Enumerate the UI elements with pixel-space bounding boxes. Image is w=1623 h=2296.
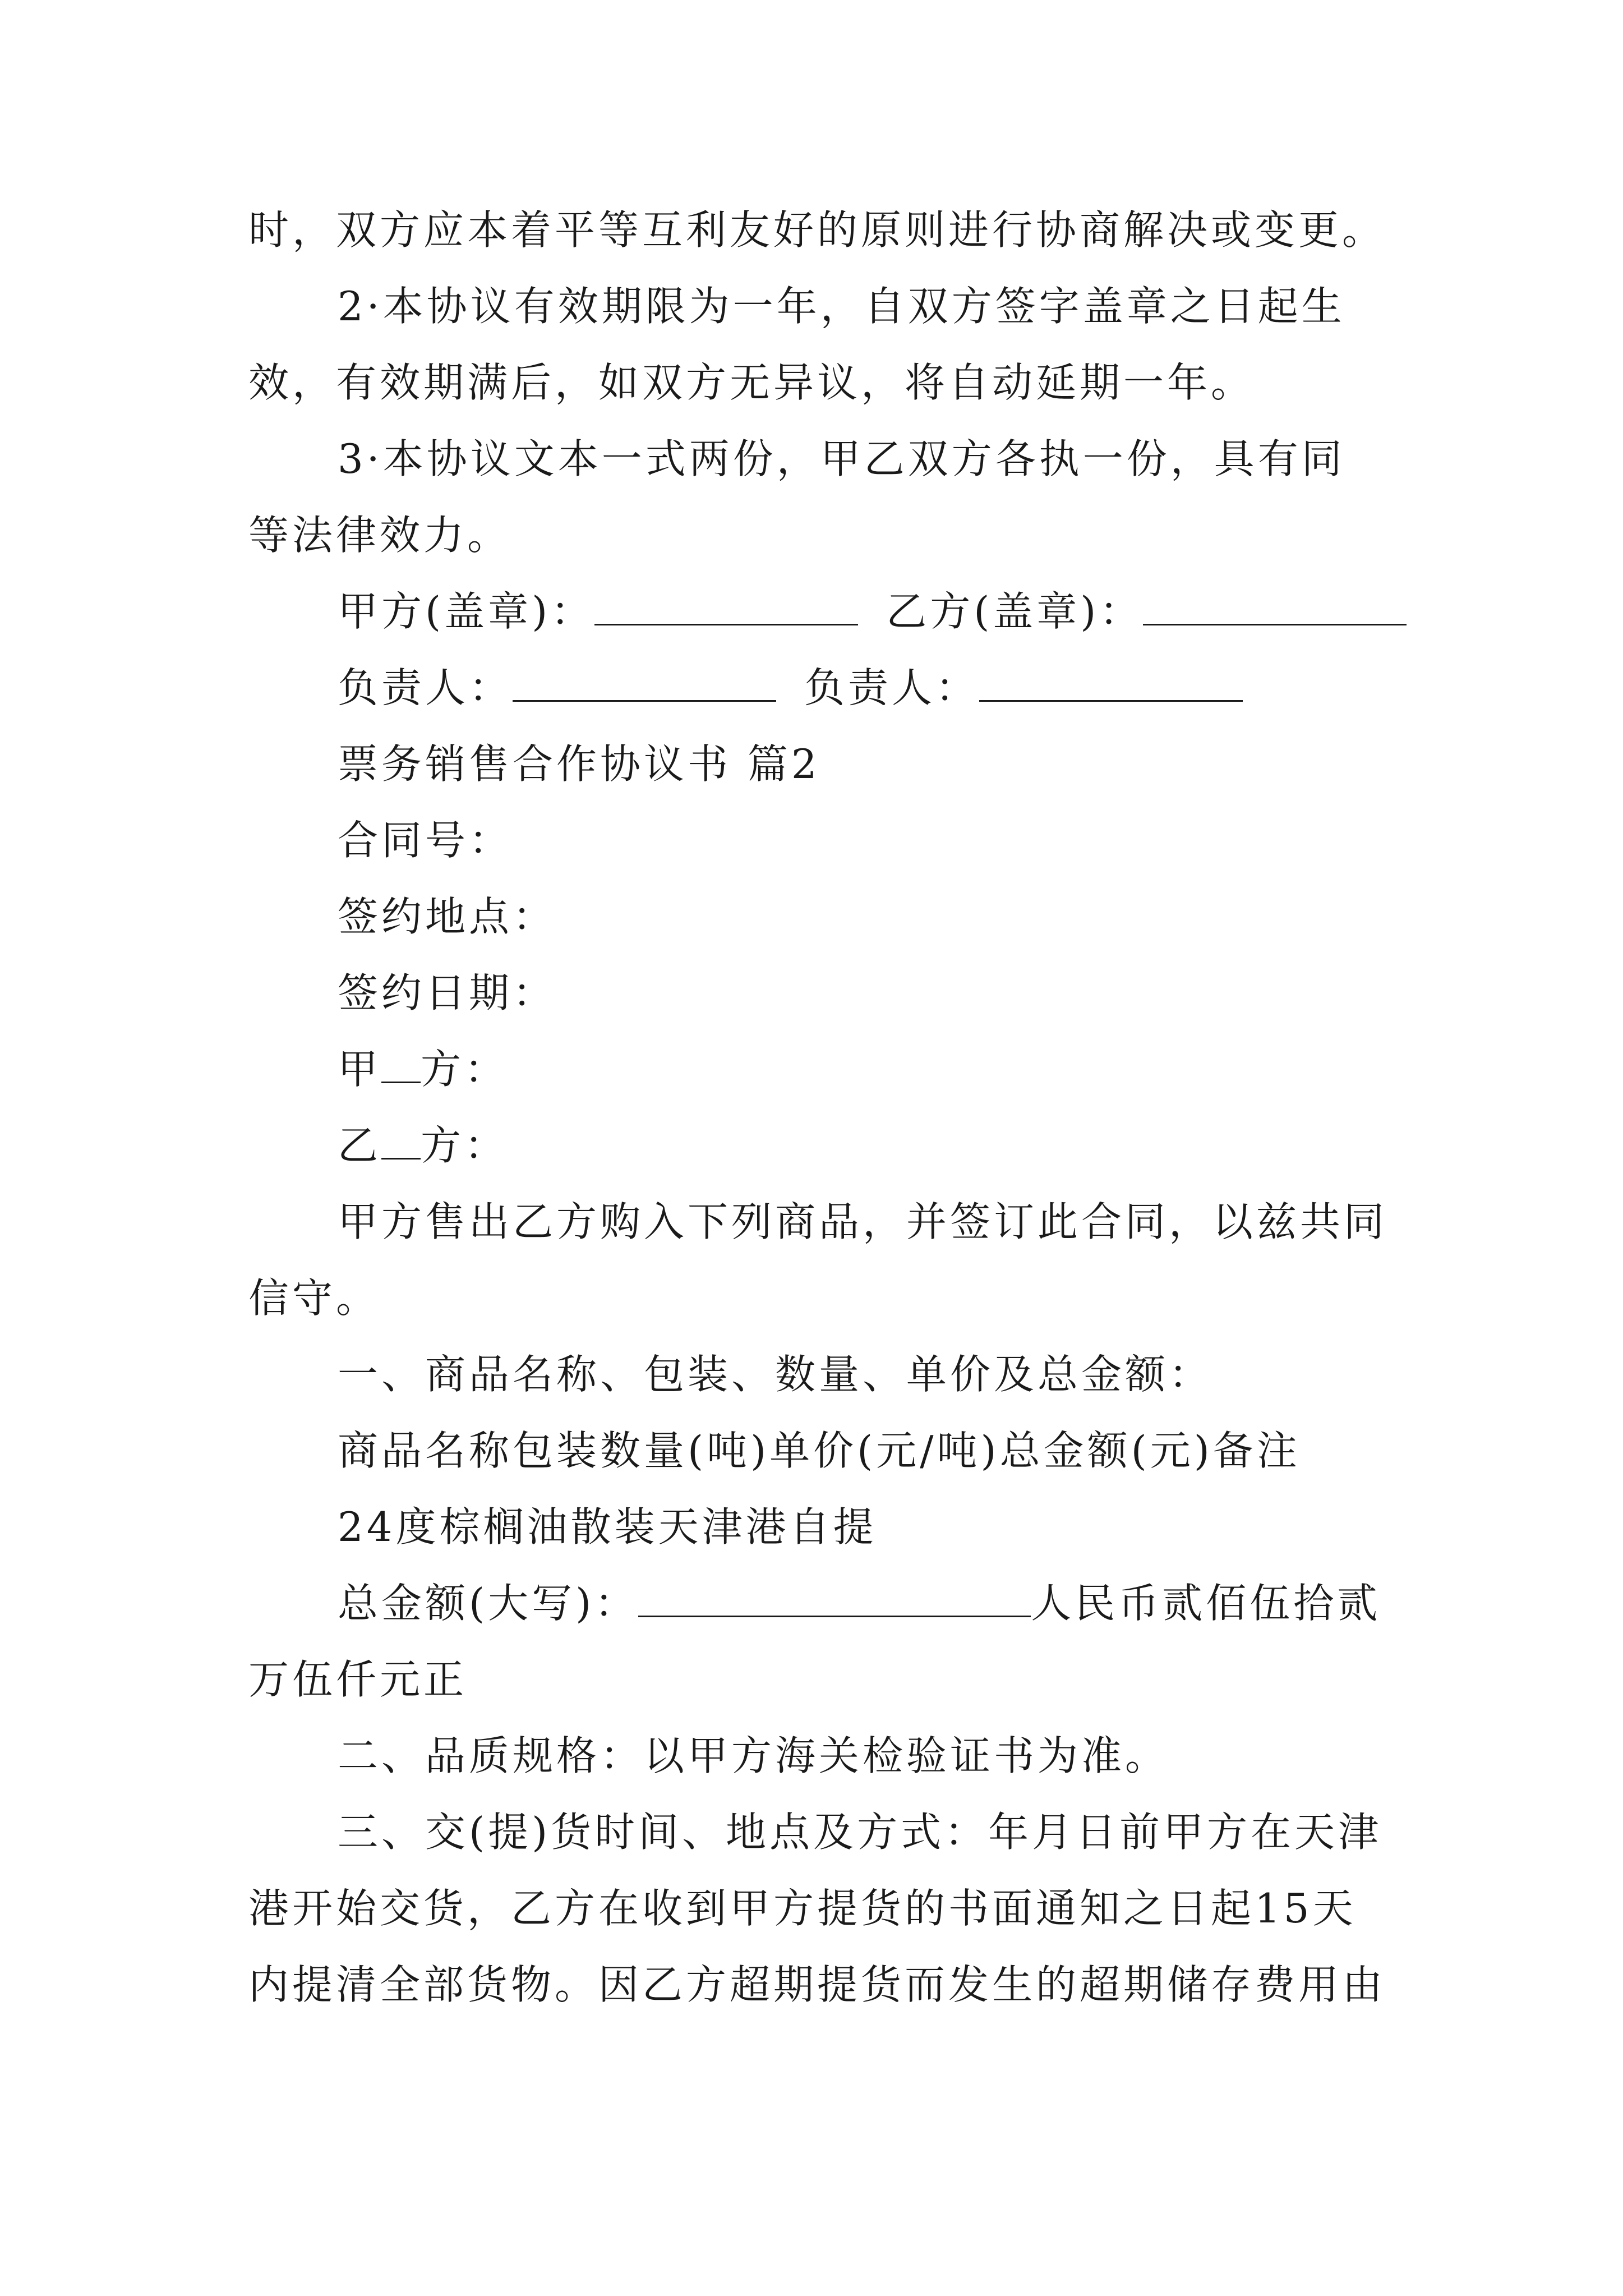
intro-line: 信守。 [248, 1274, 380, 1322]
intro-line: 甲方售出乙方购入下列商品，并签订此合同，以兹共同 [338, 1198, 1388, 1245]
party-a-seal-label: 甲方(盖章)： [338, 588, 595, 635]
party-b-resp-label: 负责人： [804, 664, 980, 711]
party-b-seal-blank [1143, 585, 1407, 625]
item-3-line: 内提清全部货物。因乙方超期提货而发生的超期储存费用由 [248, 1961, 1386, 2008]
section-heading: 票务销售合作协议书 篇2 [338, 740, 820, 788]
text-line: 效，有效期满后，如双方无异议，将自动延期一年。 [248, 359, 1255, 406]
total-amount-label: 总金额(大写)： [338, 1580, 639, 1627]
party-b-line [338, 1117, 508, 1174]
text-line: 等法律效力。 [248, 512, 511, 559]
table-header: 商品名称包装数量(吨)单价(元/吨)总金额(元)备注 [338, 1427, 1301, 1474]
party-b-seal-label: 乙方(盖章)： [886, 588, 1144, 635]
party-a-resp-blank [513, 661, 776, 702]
table-row: 24度棕榈油散装天津港自提 [338, 1503, 877, 1550]
party-a-blank [381, 1042, 421, 1083]
party-b-char: 乙 [338, 1122, 382, 1169]
party-b-suffix: 方： [421, 1122, 509, 1169]
contract-number: 合同号： [338, 817, 513, 864]
text-line: 2·本协议有效期限为一年，自双方签字盖章之日起生 [338, 283, 1345, 330]
sign-date: 签约日期： [338, 969, 557, 1016]
party-a-suffix: 方： [421, 1046, 509, 1093]
text-line: 时，双方应本着平等互利友好的原则进行协商解决或变更。 [248, 206, 1386, 254]
item-2: 二、品质规格：以甲方海关检验证书为准。 [338, 1732, 1169, 1779]
party-a-seal-blank [594, 585, 858, 625]
seal-signature-line [338, 583, 1407, 639]
item-3-line: 港开始交货，乙方在收到甲方提货的书面通知之日起15天 [248, 1885, 1357, 1932]
total-amount-line [338, 1575, 1381, 1631]
total-amount-blank [638, 1576, 1031, 1617]
item-1-title: 一、商品名称、包装、数量、单价及总金额： [338, 1351, 1213, 1398]
total-amount-value: 人民币贰佰伍拾贰 [1031, 1580, 1381, 1627]
party-b-resp-blank [979, 661, 1243, 702]
total-amount-continued: 万伍仟元正 [248, 1656, 468, 1703]
sign-place: 签约地点： [338, 893, 557, 940]
party-b-blank [381, 1119, 421, 1159]
party-a-resp-label: 负责人： [338, 664, 513, 711]
party-a-char: 甲 [338, 1046, 382, 1093]
item-3-line: 三、交(提)货时间、地点及方式：年月日前甲方在天津 [338, 1809, 1382, 1856]
responsible-signature-line [338, 660, 1243, 716]
text-line: 3·本协议文本一式两份，甲乙双方各执一份，具有同 [338, 435, 1345, 482]
party-a-line [338, 1041, 508, 1097]
